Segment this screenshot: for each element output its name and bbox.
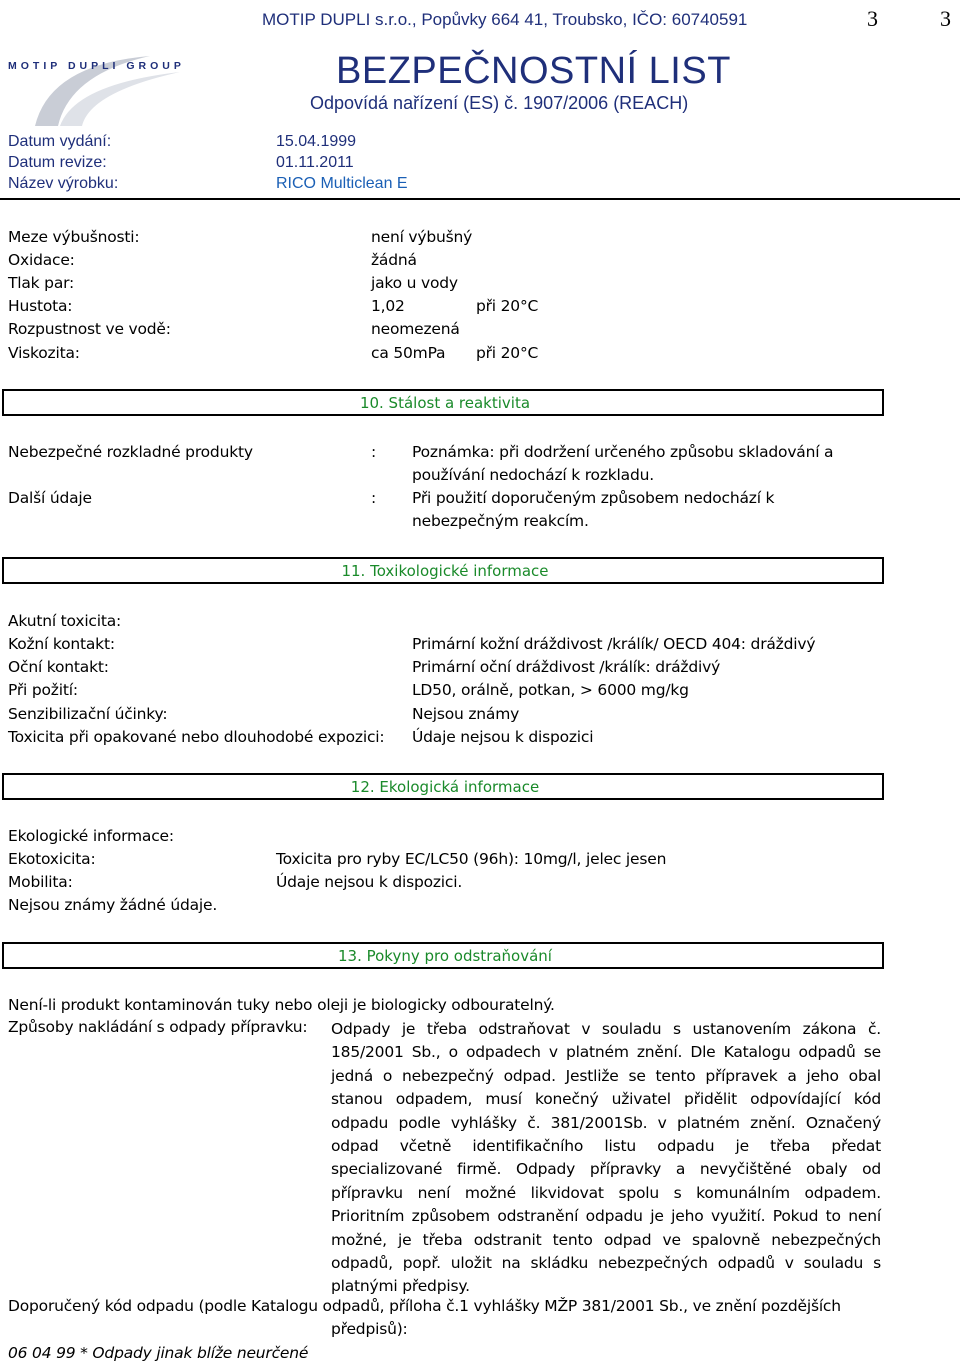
tox-label: Při požití: bbox=[8, 681, 78, 699]
colon: : bbox=[371, 489, 377, 507]
property-label: Hustota: bbox=[8, 297, 73, 315]
waste-code: 06 04 99 * Odpady jinak blíže neurčené bbox=[8, 1344, 309, 1362]
header-divider bbox=[0, 198, 960, 200]
eco-value: Údaje nejsou k dispozici. bbox=[276, 873, 463, 891]
other-data-label: Další údaje bbox=[8, 489, 92, 507]
product-name-value: RICO Multiclean E bbox=[276, 175, 408, 192]
disposal-methods-label: Způsoby nakládání s odpady přípravku: bbox=[8, 1018, 308, 1036]
tox-value: LD50, orálně, potkan, > 6000 mg/kg bbox=[412, 681, 689, 699]
issue-date-label: Datum vydání: bbox=[8, 133, 112, 150]
waste-code-heading: Doporučený kód odpadu (podle Katalogu odpadů, příloha č.1 vyhlášky MŽP 381/2001 Sb., ve znění pozdějších bbox=[8, 1297, 841, 1315]
section-10-title: 10. Stálost a reaktivita bbox=[359, 394, 531, 412]
tox-value: Primární oční dráždivost /králík: dráždivý bbox=[412, 658, 721, 676]
property-value: 1,02 bbox=[371, 297, 405, 315]
property-value: žádná bbox=[371, 251, 417, 269]
eco-label: Mobilita: bbox=[8, 873, 73, 891]
property-value: jako u vody bbox=[371, 274, 458, 292]
section-13-header bbox=[2, 942, 884, 969]
product-name-label: Název výrobku: bbox=[8, 175, 119, 192]
revision-date-value: 01.11.2011 bbox=[276, 154, 354, 171]
property-value: ca 50mPa bbox=[371, 344, 446, 362]
waste-code-heading-cont: předpisů): bbox=[331, 1320, 408, 1338]
hazard-products-text: používání nedochází k rozkladu. bbox=[412, 466, 654, 484]
section-11-header bbox=[2, 557, 884, 584]
property-label: Rozpustnost ve vodě: bbox=[8, 320, 171, 338]
eco-value: Toxicita pro ryby EC/LC50 (96h): 10mg/l, jelec jesen bbox=[276, 850, 667, 868]
eco-note: Nejsou známy žádné údaje. bbox=[8, 896, 218, 914]
colon: : bbox=[371, 443, 377, 461]
tox-label: Toxicita při opakované nebo dlouhodobé expozici: bbox=[8, 728, 385, 746]
section-12-title: 12. Ekologická informace bbox=[350, 778, 540, 796]
company-address: MOTIP DUPLI s.r.o., Popůvky 664 41, Troubsko, IČO: 60740591 bbox=[262, 10, 748, 29]
property-value: neomezená bbox=[371, 320, 460, 338]
page-number: 3 bbox=[867, 6, 878, 31]
tox-value: Nejsou známy bbox=[412, 705, 520, 723]
tox-label: Oční kontakt: bbox=[8, 658, 109, 676]
property-label: Viskozita: bbox=[8, 344, 80, 362]
other-data-text: nebezpečným reakcím. bbox=[412, 512, 589, 530]
tox-label: Kožní kontakt: bbox=[8, 635, 115, 653]
section-13-title: 13. Pokyny pro odstraňování bbox=[338, 947, 552, 965]
tox-value: Primární kožní dráždivost /králík/ OECD 404: dráždivý bbox=[412, 635, 816, 653]
tox-label: Senzibilizační účinky: bbox=[8, 705, 168, 723]
issue-date-value: 15.04.1999 bbox=[276, 133, 357, 150]
property-condition: při 20°C bbox=[476, 344, 539, 362]
regulation-note: Odpovídá nařízení (ES) č. 1907/2006 (REACH) bbox=[310, 93, 689, 113]
property-value: není výbušný bbox=[371, 228, 473, 246]
eco-label: Ekotoxicita: bbox=[8, 850, 96, 868]
section-10-header bbox=[2, 389, 884, 416]
acute-toxicity-heading: Akutní toxicita: bbox=[8, 612, 122, 630]
eco-heading: Ekologické informace: bbox=[8, 827, 174, 845]
disposal-methods-text: Odpady je třeba odstraňovat v souladu s ustanovením zákona č. 185/2001 Sb., o odpadech v platném znění. Dle Katalogu odpadů se jedná o nebezpečný odpad. Jestliže se tento přípravek a jeho obal stanou odpadem, musí konečný uživatel přidělit odpovídající kód odpadu podle vyhlášky č. 381/2001Sb. v platném znění. Označený odpad včetně identifikačního listu odpadu je třeba předat specializované firmě. Odpady přípravky a nevyčištěné obaly od přípravku není možné likvidovat spolu s komunálním odpadem. Prioritním způsobem odstranění odpadu je jeho využití. Pokud to není možné, je třeba odstranit tento odpad ve spalovně nebezpečných odpadů, popř. uložit na skládku nebezpečných odpadů v souladu s platnými předpisy. bbox=[331, 1020, 881, 1296]
revision-date-label: Datum revize: bbox=[8, 154, 107, 171]
disposal-intro: Není-li produkt kontaminován tuky nebo oleji je biologicky odbouratelný. bbox=[8, 996, 555, 1014]
hazard-products-text: Poznámka: při dodržení určeného způsobu skladování a bbox=[412, 443, 834, 461]
page-number-total: 3 bbox=[940, 6, 951, 31]
hazard-products-label: Nebezpečné rozkladné produkty bbox=[8, 443, 253, 461]
property-label: Oxidace: bbox=[8, 251, 75, 269]
tox-value: Údaje nejsou k dispozici bbox=[412, 728, 594, 746]
document-title: BEZPEČNOSTNÍ LIST bbox=[336, 50, 731, 92]
property-label: Meze výbušnosti: bbox=[8, 228, 140, 246]
other-data-text: Při použití doporučeným způsobem nedochází k bbox=[412, 489, 775, 507]
property-condition: při 20°C bbox=[476, 297, 539, 315]
section-11-title: 11. Toxikologické informace bbox=[341, 562, 549, 580]
property-label: Tlak par: bbox=[8, 274, 75, 292]
section-12-header bbox=[2, 773, 884, 800]
company-logo-text: MOTIP DUPLI GROUP bbox=[8, 60, 185, 72]
